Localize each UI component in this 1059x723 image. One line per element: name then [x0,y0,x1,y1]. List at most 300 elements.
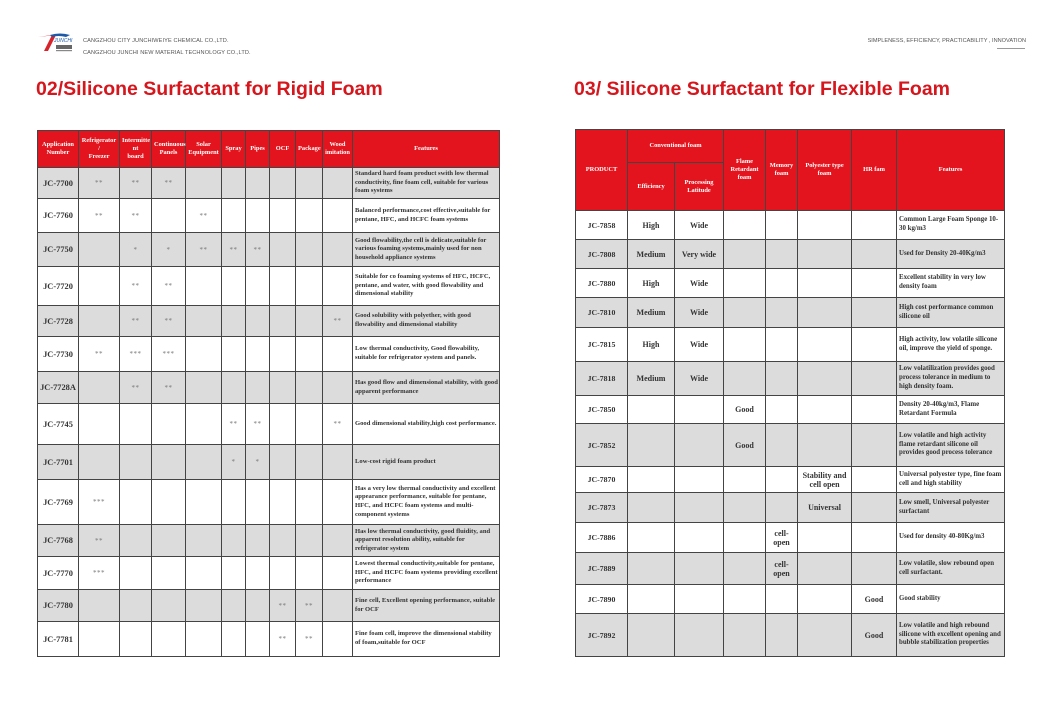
table-row [38,337,500,372]
rating-continuous-panels: ** [152,372,186,404]
value-efficiency [628,424,675,467]
application-number: JC-7750 [38,233,79,267]
table-row [576,553,1005,585]
features-cell: Low thermal conductivity, Good flowability, suitable for refrigerator system and panels. [353,337,500,372]
rating-package [296,445,323,480]
rating-wood-imitation [323,168,353,199]
features-cell: Has good flow and dimensional stability, with good apparent performance [353,372,500,404]
rating-refrigerator-freezer: *** [79,480,120,525]
value-processing-latitude [675,585,724,614]
value-memory-foam [766,396,798,424]
rating-package [296,168,323,199]
rating-solar-equipment: ** [186,233,222,267]
rating-wood-imitation [323,590,353,622]
rating-continuous-panels [152,480,186,525]
features-cell: Density 20-40kg/m3, Flame Retardant Formula [897,396,1005,424]
value-flame-retardant [724,362,766,396]
header-spray: Spray [222,131,246,168]
value-hr-foam: Good [852,585,897,614]
rating-solar-equipment [186,525,222,557]
table-row [576,523,1005,553]
product-id: JC-7858 [576,211,628,240]
rating-ocf [270,525,296,557]
rating-pipes: ** [246,404,270,445]
value-polyester-foam: Universal [798,493,852,523]
rating-refrigerator-freezer [79,267,120,306]
rigid-foam-table [37,130,500,657]
value-hr-foam [852,467,897,493]
rating-package [296,267,323,306]
application-number: JC-7745 [38,404,79,445]
rating-pipes [246,622,270,657]
rating-intermittent-board: *** [120,337,152,372]
rating-ocf [270,199,296,233]
header-flame-retardant: Flame Retardant foam [724,130,766,211]
table-row [576,614,1005,657]
rating-pipes [246,525,270,557]
rating-wood-imitation: ** [323,404,353,445]
value-polyester-foam [798,328,852,362]
rating-refrigerator-freezer: ** [79,199,120,233]
rigid-foam-title: 02/Silicone Surfactant for Rigid Foam [36,78,383,100]
rating-package: ** [296,590,323,622]
features-cell: Has low thermal conductivity, good fluidity, and apparent resolution ability, suitable for refrigerator system [353,525,500,557]
table-row [38,372,500,404]
value-processing-latitude [675,493,724,523]
product-id: JC-7873 [576,493,628,523]
flexible-foam-table [575,129,1005,657]
application-number: JC-7728A [38,372,79,404]
value-efficiency: High [628,328,675,362]
features-cell: Low volatile and high activity flame retardant silicone oil provides good process tolerance [897,424,1005,467]
table-row [576,240,1005,269]
value-efficiency: Medium [628,298,675,328]
flexible-foam-title: 03/ Silicone Surfactant for Flexible Foam [574,78,951,100]
rating-pipes [246,372,270,404]
value-polyester-foam [798,362,852,396]
header-ocf: OCF [270,131,296,168]
rating-spray [222,337,246,372]
rating-package [296,525,323,557]
value-flame-retardant: Good [724,396,766,424]
application-number: JC-7720 [38,267,79,306]
header-features: Features [897,130,1005,211]
rating-spray [222,622,246,657]
application-number: JC-7730 [38,337,79,372]
table-row [38,590,500,622]
value-memory-foam [766,211,798,240]
header-continuous-panels: Continuous Panels [152,131,186,168]
value-flame-retardant [724,328,766,362]
rating-package [296,404,323,445]
value-memory-foam [766,269,798,298]
rating-spray: ** [222,404,246,445]
rating-refrigerator-freezer [79,233,120,267]
rating-refrigerator-freezer: ** [79,168,120,199]
product-id: JC-7852 [576,424,628,467]
rating-spray [222,480,246,525]
rating-solar-equipment [186,372,222,404]
header-wood-imitation: Wood imitation [323,131,353,168]
rating-refrigerator-freezer [79,622,120,657]
value-polyester-foam [798,553,852,585]
value-efficiency: High [628,269,675,298]
table-row [576,362,1005,396]
rating-continuous-panels [152,445,186,480]
slogan-underline [997,48,1025,49]
rating-package [296,337,323,372]
rating-continuous-panels [152,590,186,622]
rating-pipes [246,199,270,233]
value-memory-foam [766,362,798,396]
rating-ocf [270,404,296,445]
value-efficiency [628,523,675,553]
value-hr-foam [852,396,897,424]
rating-pipes [246,590,270,622]
rating-spray [222,590,246,622]
rating-spray: ** [222,233,246,267]
product-id: JC-7890 [576,585,628,614]
header-pipes: Pipes [246,131,270,168]
rating-ocf [270,233,296,267]
application-number: JC-7780 [38,590,79,622]
header-solar-equipment: Solar Equipment [186,131,222,168]
table-row [38,445,500,480]
value-flame-retardant [724,614,766,657]
rating-package [296,557,323,590]
table-row [38,622,500,657]
rating-refrigerator-freezer [79,404,120,445]
product-id: JC-7892 [576,614,628,657]
table-row [576,493,1005,523]
value-efficiency [628,467,675,493]
rating-package [296,233,323,267]
product-id: JC-7889 [576,553,628,585]
table-row [576,585,1005,614]
value-flame-retardant: Good [724,424,766,467]
features-cell: Used for density 40-80Kg/m3 [897,523,1005,553]
value-flame-retardant [724,269,766,298]
value-hr-foam [852,523,897,553]
table-row [38,233,500,267]
rating-intermittent-board [120,445,152,480]
table-row [38,267,500,306]
rating-package: ** [296,622,323,657]
header-processing-latitude: Processing Latitude [675,163,724,211]
flex-header-row-1 [576,130,1005,163]
rating-spray [222,525,246,557]
value-processing-latitude: Very wide [675,240,724,269]
rating-wood-imitation: ** [323,306,353,337]
rating-wood-imitation [323,233,353,267]
company-name-1: CANGZHOU CITY JUNCHIWEIYE CHEMICAL CO.,LTD. [83,38,229,44]
rating-intermittent-board: ** [120,372,152,404]
rating-solar-equipment [186,557,222,590]
value-hr-foam [852,240,897,269]
rating-wood-imitation [323,480,353,525]
table-row [38,306,500,337]
rating-wood-imitation [323,372,353,404]
rating-solar-equipment [186,337,222,372]
value-processing-latitude [675,396,724,424]
rating-pipes [246,306,270,337]
rating-wood-imitation [323,525,353,557]
features-cell: High activity, low volatile silicone oil, improve the yield of sponge. [897,328,1005,362]
value-efficiency: Medium [628,240,675,269]
rating-ocf [270,372,296,404]
value-efficiency [628,396,675,424]
value-polyester-foam [798,585,852,614]
rating-intermittent-board [120,480,152,525]
value-flame-retardant [724,523,766,553]
value-memory-foam [766,493,798,523]
rating-pipes [246,480,270,525]
value-hr-foam [852,424,897,467]
header-package: Package [296,131,323,168]
rating-spray: * [222,445,246,480]
rating-wood-imitation [323,267,353,306]
product-id: JC-7808 [576,240,628,269]
value-memory-foam: cell-open [766,523,798,553]
header-features: Features [353,131,500,168]
rigid-header-row [38,131,500,168]
rating-wood-imitation [323,337,353,372]
rating-solar-equipment [186,306,222,337]
svg-text:JUNCHI: JUNCHI [54,38,73,44]
rating-continuous-panels: ** [152,168,186,199]
rating-package [296,372,323,404]
rating-intermittent-board: ** [120,267,152,306]
rating-solar-equipment: ** [186,199,222,233]
application-number: JC-7769 [38,480,79,525]
rating-intermittent-board [120,557,152,590]
features-cell: Used for Density 20-40Kg/m3 [897,240,1005,269]
value-processing-latitude: Wide [675,328,724,362]
value-hr-foam [852,362,897,396]
rating-ocf [270,445,296,480]
value-processing-latitude [675,523,724,553]
features-cell: Low volatilization provides good process tolerance in medium to high density foam. [897,362,1005,396]
value-efficiency [628,553,675,585]
rating-solar-equipment [186,168,222,199]
rating-pipes [246,557,270,590]
rating-package [296,306,323,337]
header-conventional-foam: Conventional foam [628,130,724,163]
value-polyester-foam [798,240,852,269]
rating-intermittent-board: * [120,233,152,267]
features-cell: Common Large Foam Sponge 10-30 kg/m3 [897,211,1005,240]
rating-refrigerator-freezer [79,445,120,480]
rating-package [296,199,323,233]
rating-continuous-panels [152,622,186,657]
rating-intermittent-board [120,590,152,622]
junchi-logo-icon [36,31,78,55]
table-row [38,199,500,233]
rating-wood-imitation [323,445,353,480]
table-row [38,168,500,199]
features-cell: Good solubility with polyether, with good flowability and dimensional stability [353,306,500,337]
value-memory-foam [766,240,798,269]
features-cell: Fine foam cell, improve the dimensional stability of foam,suitable for OCF [353,622,500,657]
features-cell: Balanced performance,cost effective,suitable for pentane, HFC, and HCFC foam systems [353,199,500,233]
value-polyester-foam: Stability and cell open [798,467,852,493]
rating-pipes [246,168,270,199]
rating-continuous-panels: ** [152,306,186,337]
header-efficiency: Efficiency [628,163,675,211]
header-hr-foam: HR fam [852,130,897,211]
value-memory-foam [766,614,798,657]
value-hr-foam: Good [852,614,897,657]
rating-solar-equipment [186,590,222,622]
features-cell: Good stability [897,585,1005,614]
features-cell: Lowest thermal conductivity,suitable for pentane, HFC, and HCFC foam systems providing excellent performance [353,557,500,590]
rating-ocf [270,337,296,372]
features-cell: Universal polyester type, fine foam cell and high stability [897,467,1005,493]
header-application-number: Application Number [38,131,79,168]
value-hr-foam [852,493,897,523]
rating-solar-equipment [186,480,222,525]
value-flame-retardant [724,240,766,269]
rating-ocf: ** [270,590,296,622]
application-number: JC-7760 [38,199,79,233]
value-efficiency: Medium [628,362,675,396]
value-memory-foam [766,467,798,493]
slogan: SIMPLENESS, EFFICIENCY, PRACTICABILITY , INNOVATION [867,38,1026,44]
rating-wood-imitation [323,199,353,233]
table-row [38,557,500,590]
rating-ocf [270,267,296,306]
value-flame-retardant [724,585,766,614]
rating-intermittent-board: ** [120,168,152,199]
product-id: JC-7818 [576,362,628,396]
table-row [576,467,1005,493]
product-id: JC-7815 [576,328,628,362]
table-row [576,269,1005,298]
rating-solar-equipment [186,622,222,657]
value-hr-foam [852,553,897,585]
rating-solar-equipment [186,404,222,445]
value-efficiency: High [628,211,675,240]
rating-continuous-panels: ** [152,267,186,306]
header-intermittent-board: Intermitte nt board [120,131,152,168]
rating-intermittent-board [120,525,152,557]
table-row [576,328,1005,362]
features-cell: Standard hard foam product swith low thermal conductivity, fine foam cell, suitable for various foam systems [353,168,500,199]
value-flame-retardant [724,493,766,523]
rating-ocf: ** [270,622,296,657]
features-cell: Good flowability,the cell is delicate,suitable for various foaming systems,mainly used for non household appliance systems [353,233,500,267]
rating-ocf [270,168,296,199]
features-cell: Low smell, Universal polyester surfactant [897,493,1005,523]
value-processing-latitude: Wide [675,211,724,240]
rating-ocf [270,480,296,525]
rating-spray [222,306,246,337]
rating-pipes [246,337,270,372]
rating-continuous-panels [152,199,186,233]
rating-intermittent-board [120,404,152,445]
company-name-2: CANGZHOU JUNCHI NEW MATERIAL TECHNOLOGY CO.,LTD. [83,50,251,56]
value-hr-foam [852,298,897,328]
value-flame-retardant [724,467,766,493]
application-number: JC-7768 [38,525,79,557]
rating-continuous-panels [152,557,186,590]
value-hr-foam [852,328,897,362]
rating-pipes: * [246,445,270,480]
table-row [576,211,1005,240]
table-row [576,298,1005,328]
value-memory-foam [766,298,798,328]
rating-spray [222,557,246,590]
value-polyester-foam [798,396,852,424]
rating-refrigerator-freezer [79,590,120,622]
rating-ocf [270,306,296,337]
product-id: JC-7850 [576,396,628,424]
features-cell: Good dimensional stability,high cost performance. [353,404,500,445]
value-flame-retardant [724,553,766,585]
rating-continuous-panels: * [152,233,186,267]
value-memory-foam [766,328,798,362]
features-cell: Excellent stability in very low density foam [897,269,1005,298]
rating-continuous-panels [152,404,186,445]
product-id: JC-7886 [576,523,628,553]
value-flame-retardant [724,298,766,328]
table-row [576,424,1005,467]
rating-ocf [270,557,296,590]
value-memory-foam: cell-open [766,553,798,585]
rating-refrigerator-freezer [79,372,120,404]
table-row [38,480,500,525]
rating-continuous-panels: *** [152,337,186,372]
rating-spray [222,267,246,306]
value-hr-foam [852,211,897,240]
header-product: PRODUCT [576,130,628,211]
rating-solar-equipment [186,267,222,306]
value-polyester-foam [798,523,852,553]
rating-solar-equipment [186,445,222,480]
value-polyester-foam [798,298,852,328]
table-row [38,525,500,557]
rating-spray [222,168,246,199]
value-processing-latitude [675,424,724,467]
header-memory-foam: Memory foam [766,130,798,211]
rating-continuous-panels [152,525,186,557]
features-cell: Fine cell, Excellent opening performance, suitable for OCF [353,590,500,622]
product-id: JC-7870 [576,467,628,493]
application-number: JC-7700 [38,168,79,199]
application-number: JC-7701 [38,445,79,480]
value-efficiency [628,614,675,657]
value-efficiency [628,493,675,523]
rating-wood-imitation [323,622,353,657]
product-id: JC-7880 [576,269,628,298]
value-efficiency [628,585,675,614]
value-flame-retardant [724,211,766,240]
rating-refrigerator-freezer: *** [79,557,120,590]
value-processing-latitude [675,614,724,657]
value-memory-foam [766,585,798,614]
application-number: JC-7781 [38,622,79,657]
value-processing-latitude: Wide [675,362,724,396]
value-polyester-foam [798,211,852,240]
rating-intermittent-board: ** [120,306,152,337]
value-polyester-foam [798,269,852,298]
value-hr-foam [852,269,897,298]
table-row [38,404,500,445]
rating-spray [222,199,246,233]
rating-wood-imitation [323,557,353,590]
value-processing-latitude [675,553,724,585]
value-processing-latitude: Wide [675,269,724,298]
